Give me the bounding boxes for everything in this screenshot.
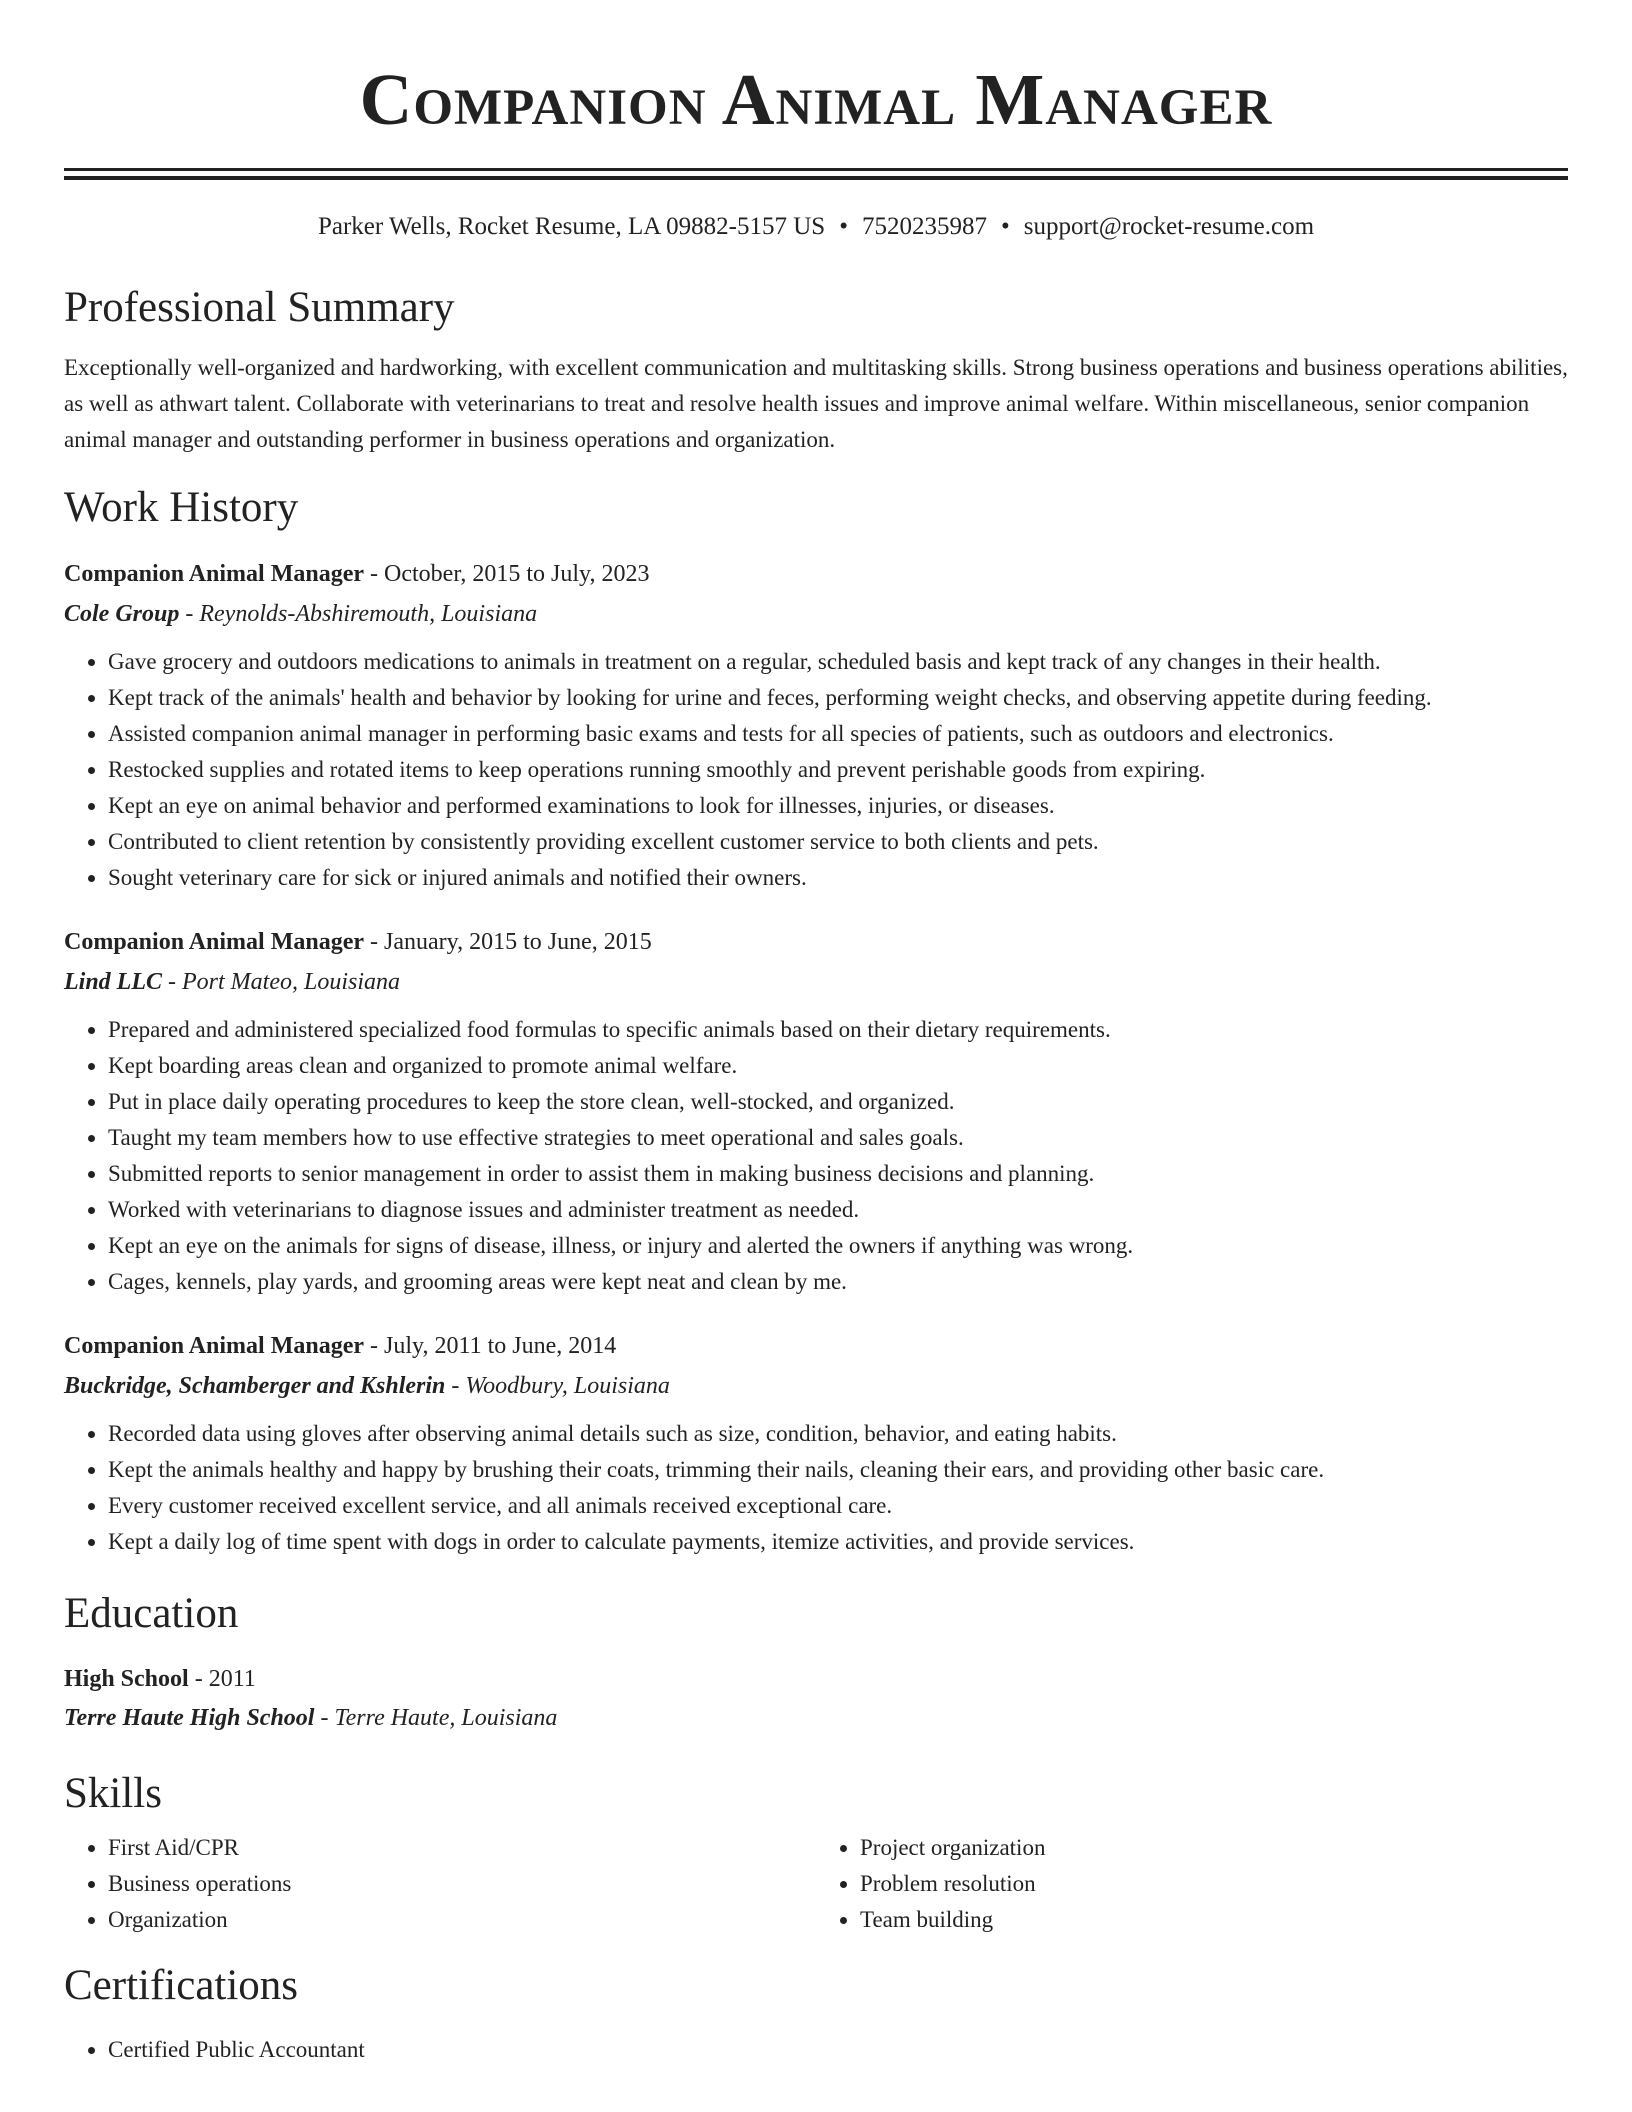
job-company: Buckridge, Schamberger and Kshlerin bbox=[64, 1373, 446, 1399]
summary-text: Exceptionally well-organized and hardworking, with excellent communication and multitasking skills. Strong business operations and business operations abilities, as well as athwart talent. Collaborate with veterinarians to treat and resolve health issues and improve animal welfare. Within miscellaneous, senior companion animal manager and outstanding performer in business operations and organization. bbox=[64, 355, 1568, 452]
work-history-heading: Work History bbox=[64, 484, 299, 531]
job-location: - Woodbury, Louisiana bbox=[445, 1373, 670, 1399]
job-entry bbox=[64, 1326, 1568, 1560]
job-company-line bbox=[64, 594, 1568, 634]
certification-item: • Certified Public Accountant bbox=[108, 2032, 1568, 2068]
job-bullet: • Sought veterinary care for sick or injured animals and notified their owners. bbox=[108, 860, 1568, 896]
contact-line bbox=[64, 210, 1568, 244]
job-company: Cole Group bbox=[64, 601, 180, 627]
summary-heading: Professional Summary bbox=[64, 284, 455, 331]
job-bullet: • Every customer received excellent service, and all animals received exceptional care. bbox=[108, 1488, 1568, 1524]
skill-item: • First Aid/CPR bbox=[108, 1830, 816, 1866]
certifications-heading: Certifications bbox=[64, 1962, 299, 2009]
education-school: Terre Haute High School bbox=[64, 1705, 315, 1731]
skill-item: • Team building bbox=[860, 1902, 1568, 1938]
job-bullets bbox=[64, 1416, 1568, 1560]
title-divider bbox=[64, 168, 1568, 180]
job-bullet: • Kept an eye on animal behavior and performed examinations to look for illnesses, injuries, or diseases. bbox=[108, 788, 1568, 824]
contact-address: Parker Wells, Rocket Resume, LA 09882-5157 US bbox=[317, 213, 826, 240]
work-history-list bbox=[64, 554, 1568, 1560]
job-title-line bbox=[64, 554, 1568, 594]
job-bullet: • Contributed to client retention by consistently providing excellent customer service to both clients and pets. bbox=[108, 824, 1568, 860]
job-title-line bbox=[64, 922, 1568, 962]
job-bullet: • Put in place daily operating procedures to keep the store clean, well-stocked, and organized. bbox=[108, 1084, 1568, 1120]
job-dates: - January, 2015 to June, 2015 bbox=[364, 929, 652, 955]
education-entry bbox=[64, 1660, 1568, 1738]
job-title: Companion Animal Manager bbox=[64, 561, 365, 587]
job-location: - Port Mateo, Louisiana bbox=[162, 969, 401, 995]
education-year: - 2011 bbox=[188, 1666, 256, 1692]
skills-columns bbox=[64, 1830, 1568, 1938]
job-entry bbox=[64, 554, 1568, 896]
education-location: - Terre Haute, Louisiana bbox=[314, 1705, 558, 1731]
job-title: Companion Animal Manager bbox=[64, 1333, 365, 1359]
contact-email: support@rocket-resume.com bbox=[1023, 213, 1315, 240]
job-dates: - October, 2015 to July, 2023 bbox=[364, 561, 650, 587]
job-dates: - July, 2011 to June, 2014 bbox=[364, 1333, 617, 1359]
job-entry bbox=[64, 922, 1568, 1300]
job-bullet: • Restocked supplies and rotated items to keep operations running smoothly and prevent perishable goods from expiring. bbox=[108, 752, 1568, 788]
education-degree: High School bbox=[64, 1666, 189, 1692]
resume-title: Companion Animal Manager bbox=[359, 59, 1273, 140]
job-bullet: • Recorded data using gloves after observing animal details such as size, condition, behavior, and eating habits. bbox=[108, 1416, 1568, 1452]
job-title: Companion Animal Manager bbox=[64, 929, 365, 955]
skill-item: • Organization bbox=[108, 1902, 816, 1938]
job-bullet: • Assisted companion animal manager in performing basic exams and tests for all species of patients, such as outdoors and electronics. bbox=[108, 716, 1568, 752]
job-bullet: • Kept boarding areas clean and organized to promote animal welfare. bbox=[108, 1048, 1568, 1084]
job-bullet: • Prepared and administered specialized food formulas to specific animals based on their dietary requirements. bbox=[108, 1012, 1568, 1048]
job-bullets bbox=[64, 644, 1568, 896]
job-bullet: • Kept an eye on the animals for signs of disease, illness, or injury and alerted the owners if anything was wrong. bbox=[108, 1228, 1568, 1264]
job-bullet: • Taught my team members how to use effective strategies to meet operational and sales goals. bbox=[108, 1120, 1568, 1156]
job-bullet: • Kept the animals healthy and happy by brushing their coats, trimming their nails, cleaning their ears, and providing other basic care. bbox=[108, 1452, 1568, 1488]
job-company: Lind LLC bbox=[64, 969, 163, 995]
job-bullet: • Kept a daily log of time spent with dogs in order to calculate payments, itemize activities, and provide services. bbox=[108, 1524, 1568, 1560]
skills-heading: Skills bbox=[64, 1770, 162, 1817]
separator-dot: • bbox=[839, 213, 848, 240]
skills-right-list bbox=[816, 1830, 1568, 1938]
job-location: - Reynolds-Abshiremouth, Louisiana bbox=[179, 601, 538, 627]
skill-item: • Project organization bbox=[860, 1830, 1568, 1866]
job-bullet: • Kept track of the animals' health and behavior by looking for urine and feces, performing weight checks, and observing appetite during feeding. bbox=[108, 680, 1568, 716]
job-bullet: • Cages, kennels, play yards, and grooming areas were kept neat and clean by me. bbox=[108, 1264, 1568, 1300]
education-school-line bbox=[64, 1699, 1568, 1738]
education-degree-line bbox=[64, 1660, 1568, 1699]
certifications-list bbox=[64, 2032, 1568, 2068]
job-title-line bbox=[64, 1326, 1568, 1366]
job-company-line bbox=[64, 962, 1568, 1002]
job-bullets bbox=[64, 1012, 1568, 1300]
skill-item: • Problem resolution bbox=[860, 1866, 1568, 1902]
skill-item: • Business operations bbox=[108, 1866, 816, 1902]
job-bullet: • Submitted reports to senior management in order to assist them in making business decisions and planning. bbox=[108, 1156, 1568, 1192]
contact-phone: 7520235987 bbox=[861, 213, 987, 240]
job-bullet: • Gave grocery and outdoors medications to animals in treatment on a regular, scheduled basis and kept track of any changes in their health. bbox=[108, 644, 1568, 680]
skills-left-list bbox=[64, 1830, 816, 1938]
job-company-line bbox=[64, 1366, 1568, 1406]
job-bullet: • Worked with veterinarians to diagnose issues and administer treatment as needed. bbox=[108, 1192, 1568, 1228]
separator-dot: • bbox=[1000, 213, 1010, 240]
education-heading: Education bbox=[64, 1590, 239, 1637]
